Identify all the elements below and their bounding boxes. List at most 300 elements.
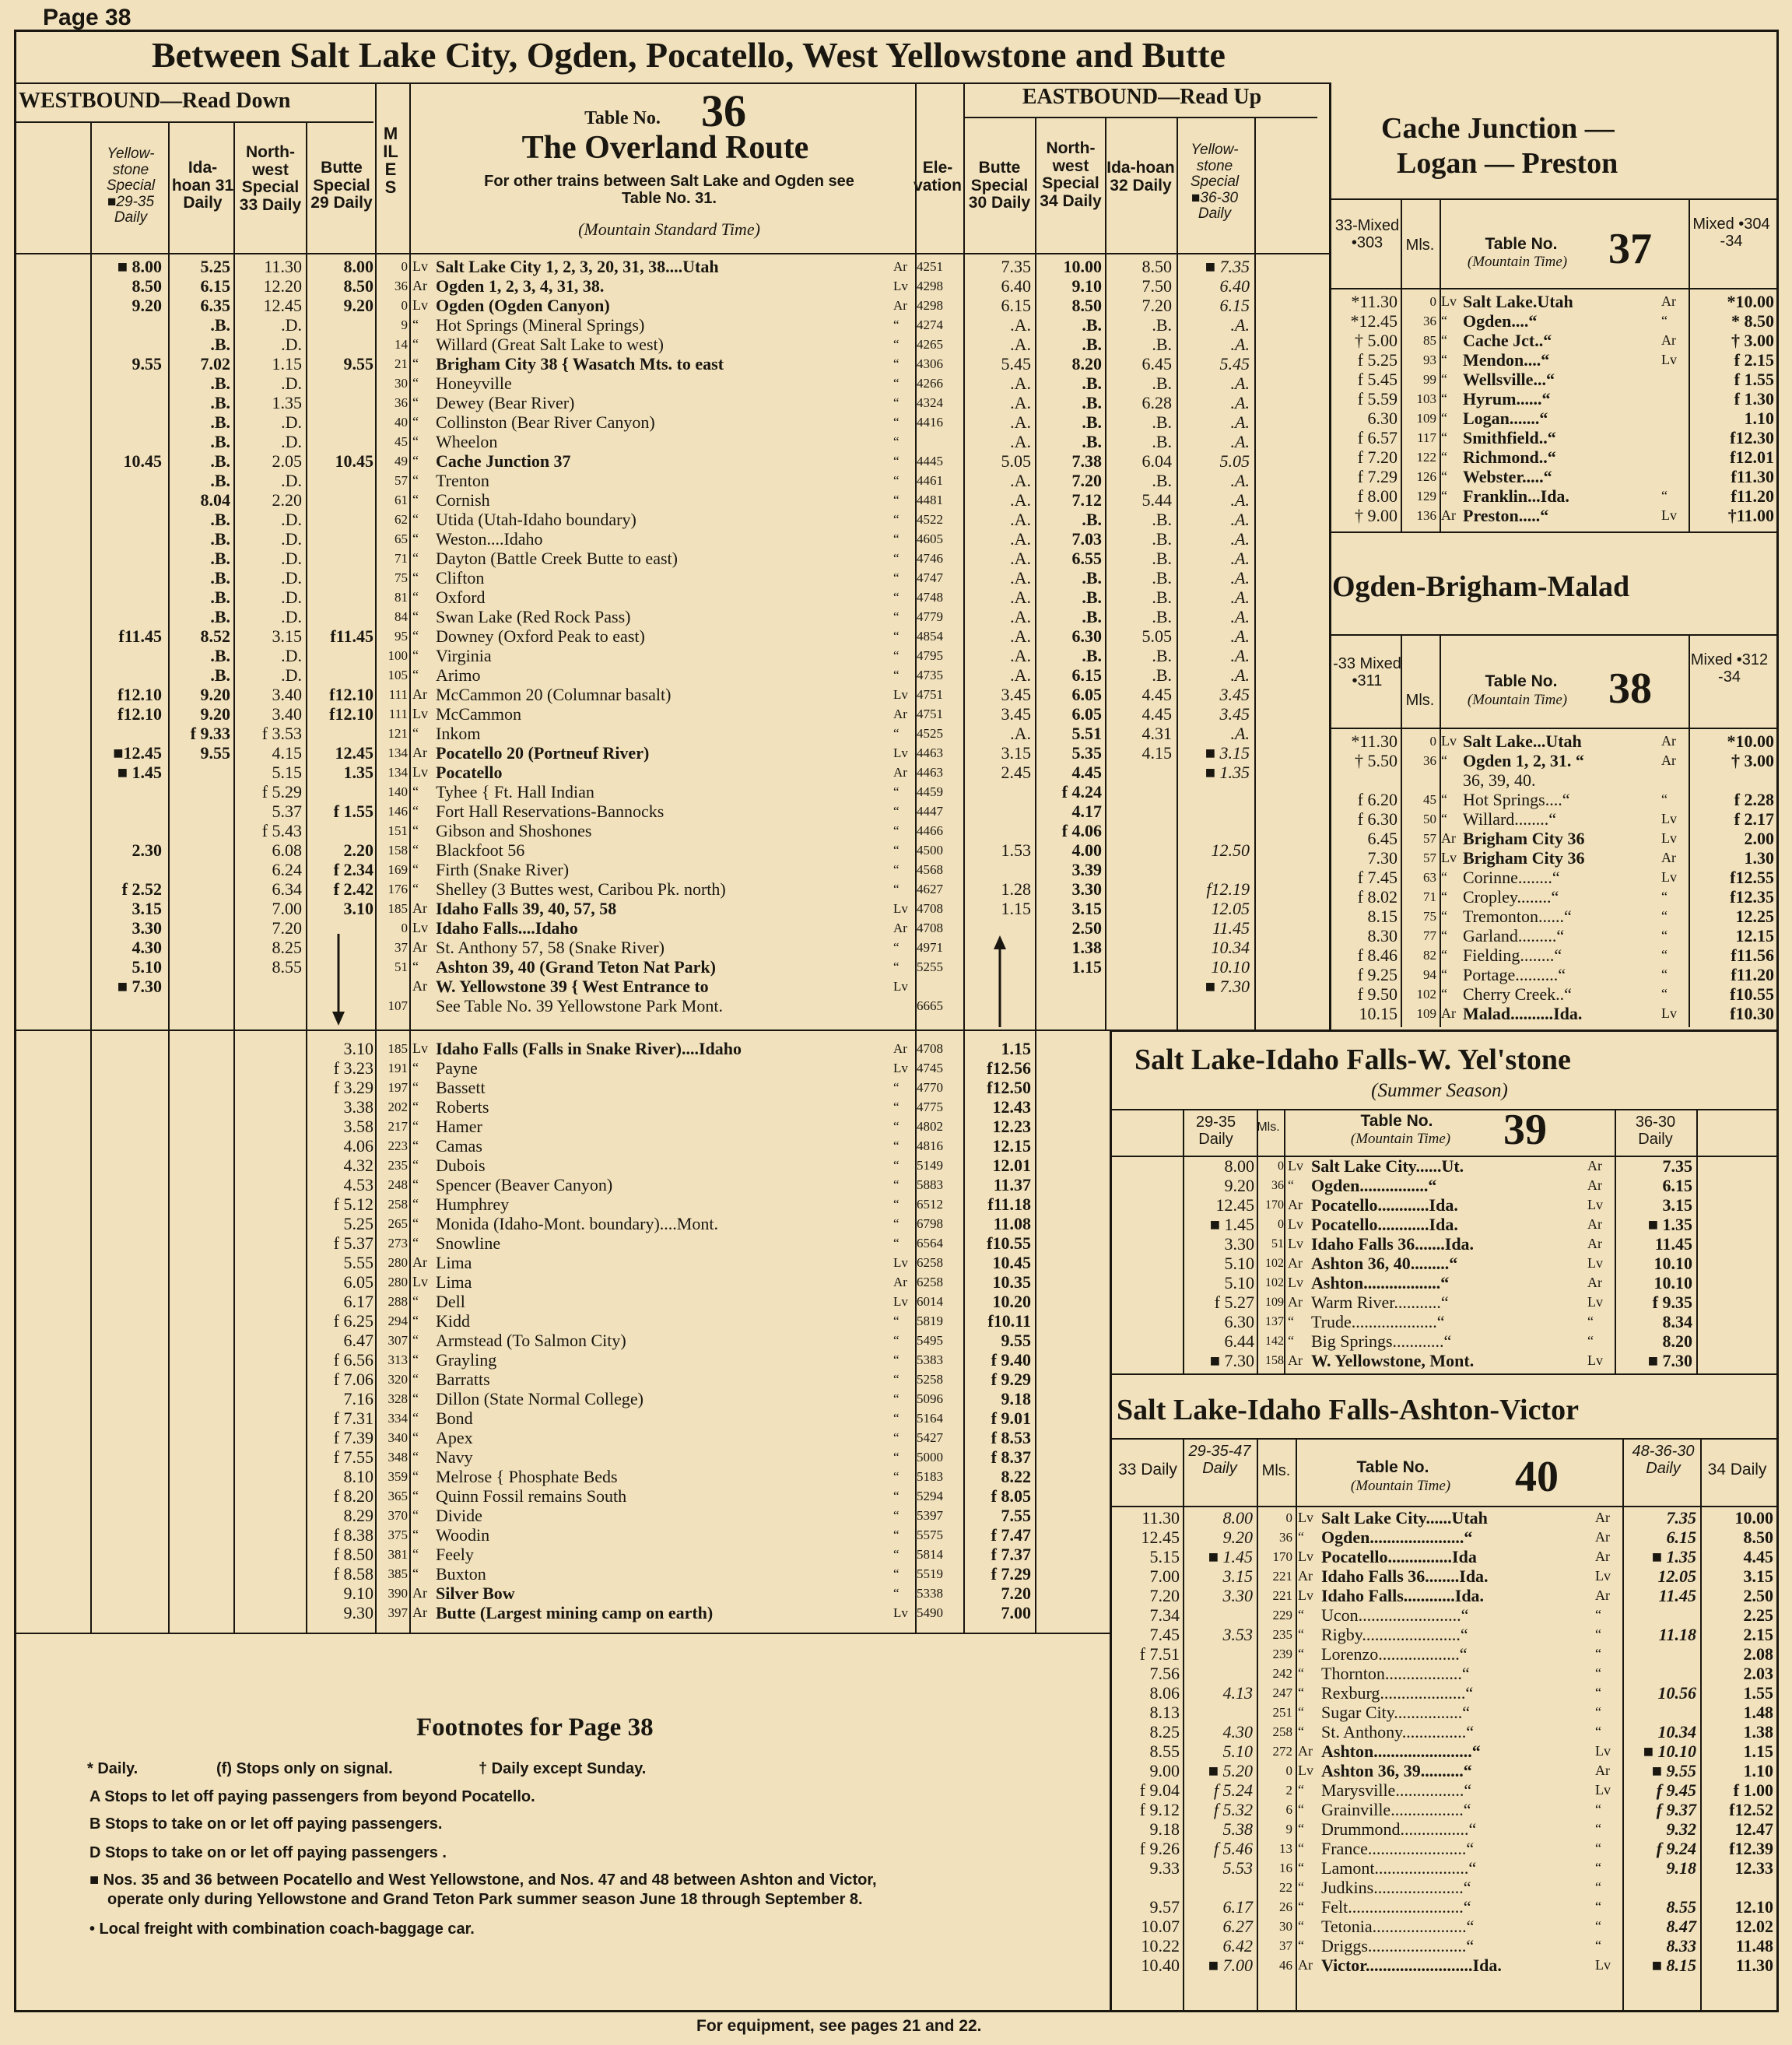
time-cell: .B. (1082, 335, 1102, 354)
elevation-cell: 4802 (917, 1119, 943, 1134)
lv-ar-cell: “ (1661, 966, 1668, 982)
time-cell: 3.10 (343, 1039, 373, 1058)
miles-cell: 85 (1423, 333, 1436, 348)
station-cell: Arimo (436, 665, 481, 685)
time-cell: 4.15 (1141, 743, 1172, 763)
time-cell: 6.27 (1222, 1917, 1253, 1936)
station-cell: Dayton (Battle Creek Butte to east) (436, 549, 678, 568)
lv-ar-cell: “ (1288, 1177, 1294, 1193)
time-cell: .B. (1152, 588, 1172, 607)
time-cell: ■ 7.30 (1647, 1351, 1692, 1370)
lv-ar-cell: “ (1441, 889, 1447, 904)
station-cell: Idaho Falls............Ida. (1321, 1586, 1485, 1605)
lv-ar-cell: “ (412, 667, 419, 682)
lv-ar-cell: “ (412, 1099, 419, 1114)
time-cell: .D. (281, 568, 302, 588)
time-cell: 1.55 (1743, 1683, 1773, 1703)
miles-cell: 65 (395, 531, 408, 546)
time-cell: f12.10 (117, 685, 162, 704)
elevation-cell: 5883 (917, 1177, 943, 1192)
lv-ar-cell: “ (1595, 1665, 1601, 1681)
time-cell: f12.10 (329, 704, 373, 724)
station-cell: Felt...........................“ (1321, 1897, 1471, 1917)
lv-ar-cell: Lv (412, 258, 428, 274)
time-cell: 3.15 (1071, 899, 1102, 918)
station-cell: Salt Lake.Utah (1463, 292, 1573, 311)
lv-ar-cell: “ (893, 1566, 900, 1581)
station-cell: Brigham City 38 { Wasatch Mts. to east (436, 354, 724, 374)
lv-ar-cell: Ar (1587, 1158, 1602, 1173)
lv-ar-cell: “ (893, 1372, 900, 1387)
time-cell: *12.45 (1350, 311, 1397, 331)
station-cell: McCammon (436, 704, 521, 724)
lv-ar-cell: “ (1441, 752, 1447, 768)
miles-cell: 121 (388, 726, 408, 741)
time-cell: 1.15 (1071, 957, 1102, 977)
station-cell: Logan.......“ (1463, 409, 1548, 428)
elevation-cell: 5294 (917, 1489, 943, 1503)
elevation-cell: 4525 (917, 726, 943, 741)
route-name: The Overland Route (521, 130, 809, 166)
time-cell: 3.15 (132, 899, 162, 918)
time-cell: 5.45 (1001, 354, 1031, 374)
elevation-cell: 5814 (917, 1547, 943, 1562)
time-cell: 8.13 (1149, 1703, 1180, 1722)
time-cell: .B. (1152, 374, 1172, 393)
miles-cell: 191 (388, 1061, 408, 1075)
lv-ar-cell: Ar (1587, 1177, 1602, 1193)
elevation-cell: 4775 (917, 1100, 943, 1114)
time-cell: .D. (281, 315, 302, 335)
time-cell: 3.40 (272, 704, 302, 724)
time-cell: 2.25 (1743, 1605, 1773, 1625)
time-cell: 7.55 (1001, 1506, 1031, 1525)
lv-ar-cell: “ (1595, 1860, 1601, 1875)
lv-ar-cell: Lv (1288, 1216, 1303, 1232)
time-cell: 7.35 (1001, 257, 1031, 276)
time-cell: 5.44 (1141, 490, 1172, 510)
time-cell: 3.45 (1219, 704, 1250, 724)
elevation-cell: 4779 (917, 609, 943, 624)
time-cell: 1.35 (272, 393, 302, 412)
time-cell: 1.38 (1071, 938, 1102, 957)
time-cell: 1.15 (1001, 899, 1031, 918)
miles-cell: 46 (1279, 1958, 1292, 1973)
miles-cell: 13 (1279, 1841, 1292, 1856)
lv-ar-cell: “ (1441, 986, 1447, 1001)
footnote-signal: (f) Stops only on signal. (216, 1760, 393, 1777)
miles-cell: 84 (395, 609, 408, 624)
elevation-cell: 4816 (917, 1138, 943, 1153)
lv-ar-cell: Lv (1661, 811, 1677, 826)
time-cell: 10.15 (1359, 1004, 1397, 1023)
time-cell: .B. (210, 529, 230, 549)
time-cell: 12.20 (263, 276, 302, 296)
t38-tz: (Mountain Time) (1467, 692, 1568, 708)
miles-cell: 6 (1285, 1802, 1292, 1817)
lv-ar-cell: “ (412, 511, 419, 527)
elevation-cell: 4306 (917, 356, 943, 371)
lv-ar-cell: Lv (1288, 1236, 1303, 1251)
time-cell: .A. (1010, 724, 1031, 743)
station-cell: Feely (436, 1545, 474, 1564)
time-cell: .A. (1230, 588, 1250, 607)
time-cell: 8.50 (343, 276, 373, 296)
elevation-cell: 4748 (917, 590, 943, 605)
time-cell: f 2.28 (1734, 790, 1774, 809)
miles-cell: 30 (1279, 1919, 1292, 1934)
time-cell: 9.32 (1666, 1819, 1696, 1839)
lv-ar-cell: “ (412, 1566, 419, 1581)
time-cell: .B. (1152, 315, 1172, 335)
time-cell: .B. (1152, 529, 1172, 549)
time-cell: 9.30 (343, 1603, 373, 1622)
miles-cell: 273 (388, 1236, 408, 1251)
time-cell: 4.45 (1141, 685, 1172, 704)
lv-ar-cell: Ar (1298, 1743, 1313, 1759)
time-cell: .D. (281, 374, 302, 393)
time-cell: 2.20 (272, 490, 302, 510)
time-cell: f 6.30 (1357, 809, 1397, 829)
miles-cell: 217 (388, 1119, 408, 1134)
lv-ar-cell: “ (412, 1293, 419, 1309)
time-cell: 5.51 (1071, 724, 1102, 743)
lv-ar-cell: “ (412, 842, 419, 858)
lv-ar-cell: Ar (1595, 1763, 1610, 1778)
station-cell: Mendon....“ (1463, 350, 1550, 370)
lv-ar-cell: “ (893, 1547, 900, 1562)
lv-ar-cell: Lv (893, 687, 908, 702)
elevation-cell: 6014 (917, 1294, 943, 1309)
miles-cell: 0 (1278, 1218, 1284, 1231)
time-cell: 3.39 (1071, 860, 1102, 879)
lv-ar-cell: “ (893, 434, 900, 449)
station-cell: Ogden 1, 2, 3, 4, 31, 38. (436, 276, 605, 296)
lv-ar-cell: Lv (1288, 1158, 1303, 1173)
time-cell: 1.15 (1001, 1039, 1031, 1058)
time-cell: 8.00 (1224, 1156, 1254, 1176)
t40-no: 40 (1515, 1453, 1559, 1501)
elevation-cell: 4265 (917, 337, 943, 352)
miles-cell: 102 (1265, 1257, 1284, 1270)
footnote-daily: * Daily. (87, 1760, 139, 1777)
t37-no: 37 (1608, 225, 1652, 273)
lv-ar-cell: Ar (1288, 1197, 1303, 1212)
lv-ar-cell: “ (893, 531, 900, 546)
lv-ar-cell: “ (1441, 352, 1447, 367)
time-cell: ■ 1.45 (1209, 1215, 1254, 1234)
time-cell: .B. (1082, 588, 1102, 607)
time-cell: .A. (1230, 646, 1250, 665)
elevation-cell: 4481 (917, 493, 943, 507)
elevation-cell: 4416 (917, 415, 943, 430)
time-cell: .A. (1230, 412, 1250, 432)
miles-cell: 61 (395, 493, 408, 507)
miles-cell: 100 (388, 648, 408, 663)
miles-cell: 176 (388, 882, 408, 896)
time-cell: 7.30 (1367, 848, 1397, 868)
time-cell: *10.00 (1727, 731, 1774, 751)
t39-col-left: 29-35 Daily (1195, 1114, 1236, 1148)
time-cell: .B. (210, 412, 230, 432)
station-cell: Armstead (To Salmon City) (436, 1331, 626, 1350)
lv-ar-cell: Ar (893, 707, 907, 721)
time-cell: f10.30 (1730, 1004, 1774, 1023)
time-cell: 1.10 (1744, 409, 1774, 428)
elevation-cell: 4447 (917, 804, 943, 819)
station-cell: Ogden....“ (1463, 311, 1538, 331)
t40-col-mls: Mls. (1261, 1462, 1291, 1479)
lv-ar-cell: Lv (1441, 850, 1457, 865)
time-cell: 3.58 (343, 1117, 373, 1136)
elevation-cell: 4298 (917, 279, 943, 293)
lv-ar-cell: “ (893, 415, 900, 430)
table-no: 36 (701, 86, 746, 136)
time-cell: .A. (1010, 568, 1031, 588)
miles-cell: 99 (1423, 372, 1436, 387)
lv-ar-cell: “ (1441, 869, 1447, 885)
lv-ar-cell: “ (412, 492, 419, 507)
elevation-cell: 4266 (917, 376, 943, 391)
lv-ar-cell: “ (893, 1333, 900, 1348)
miles-cell: 221 (1272, 1569, 1292, 1584)
lv-ar-cell: “ (1441, 371, 1447, 387)
lv-ar-cell: Lv (1298, 1587, 1313, 1603)
lv-ar-cell: “ (412, 1079, 419, 1095)
time-cell: 11.18 (1658, 1625, 1696, 1644)
lv-ar-cell: “ (1298, 1607, 1304, 1622)
miles-cell: 0 (401, 298, 408, 313)
lv-ar-cell: Lv (1441, 733, 1457, 749)
time-cell: .A. (1010, 471, 1031, 490)
lv-ar-cell: “ (1441, 791, 1447, 807)
time-cell: f11.45 (330, 626, 373, 646)
time-cell: .B. (210, 646, 230, 665)
time-cell: 3.30 (1224, 1234, 1254, 1254)
lv-ar-cell: Ar (412, 1585, 427, 1601)
miles-cell: 142 (1265, 1335, 1284, 1348)
elevation-cell: 4568 (917, 862, 943, 877)
lv-ar-cell: Ar (1595, 1587, 1610, 1603)
time-cell: .B. (1082, 315, 1102, 335)
time-cell: 6.17 (343, 1292, 373, 1311)
time-cell: 8.34 (1662, 1312, 1692, 1331)
time-cell: ■ 1.45 (1208, 1547, 1253, 1566)
lv-ar-cell: “ (1288, 1314, 1294, 1329)
station-cell: Bassett (436, 1078, 486, 1097)
lv-ar-cell: “ (412, 550, 419, 566)
time-cell: f 1.00 (1733, 1780, 1773, 1800)
lv-ar-cell: “ (412, 803, 419, 819)
t40-col-1: 33 Daily (1118, 1461, 1177, 1479)
time-cell: .A. (1230, 510, 1250, 529)
time-cell: f12.50 (987, 1078, 1031, 1097)
station-cell: Barratts (436, 1370, 490, 1389)
eastbound-label: EASTBOUND—Read Up (1022, 85, 1262, 109)
time-cell: .A. (1010, 374, 1031, 393)
time-cell: f 7.29 (991, 1564, 1031, 1584)
time-cell: .A. (1010, 432, 1031, 451)
time-cell: .A. (1230, 568, 1250, 588)
time-cell: 1.35 (343, 763, 373, 782)
elevation-cell: 4298 (917, 298, 943, 313)
elevation-cell: 5149 (917, 1158, 943, 1173)
time-cell: 11.45 (1658, 1586, 1696, 1605)
station-cell: Trenton (436, 471, 489, 490)
miles-cell: 36 (395, 395, 408, 410)
station-cell: Idaho Falls (Falls in Snake River)....Idaho (436, 1039, 742, 1058)
elevation-cell: 6512 (917, 1197, 943, 1212)
lv-ar-cell: “ (1595, 1821, 1601, 1836)
lv-ar-cell: “ (412, 1546, 419, 1562)
lv-ar-cell: “ (412, 628, 419, 644)
elevation-cell: 4463 (917, 765, 943, 780)
lv-ar-cell: “ (1298, 1665, 1304, 1681)
west-col-1-header: Yellow-stone Special ■29-35 Daily (106, 146, 156, 226)
station-cell: Navy (436, 1447, 473, 1467)
station-cell: Pocatello 20 (Portneuf River) (436, 743, 650, 763)
lv-ar-cell: “ (412, 395, 419, 410)
station-cell: Brigham City 36 (1463, 829, 1585, 848)
footnote-square-2: operate only during Yellowstone and Grand Teton Park summer season June 18 through September 8. (107, 1891, 863, 1908)
lv-ar-cell: “ (412, 1060, 419, 1075)
time-cell: 7.34 (1149, 1605, 1180, 1625)
time-cell: .D. (281, 588, 302, 607)
lv-ar-cell: Lv (893, 1294, 908, 1309)
time-cell: 5.37 (272, 802, 302, 821)
lv-ar-cell: “ (893, 784, 900, 799)
time-cell: ■ 8.15 (1651, 1956, 1696, 1975)
time-cell: 5.10 (1224, 1273, 1254, 1293)
elevation-cell: 4522 (917, 512, 943, 527)
time-cell: 7.00 (272, 899, 302, 918)
t39-tz: (Mountain Time) (1350, 1131, 1451, 1147)
time-cell: 1.15 (1743, 1742, 1773, 1761)
lv-ar-cell: “ (1441, 430, 1447, 445)
time-cell: 9.20 (200, 685, 230, 704)
time-cell: f 9.40 (991, 1350, 1031, 1370)
miles-cell: 170 (1272, 1549, 1292, 1564)
miles-cell: 77 (1423, 928, 1436, 943)
miles-cell: 134 (388, 765, 408, 780)
miles-cell: 57 (395, 473, 408, 488)
lv-ar-cell: Ar (1441, 507, 1456, 523)
t38-col-right: Mixed •312 -34 (1690, 651, 1769, 686)
time-cell: f 9.04 (1139, 1780, 1180, 1800)
time-cell: .D. (281, 335, 302, 354)
lv-ar-cell: Lv (1298, 1549, 1313, 1564)
station-cell: Apex (436, 1428, 473, 1447)
lv-ar-cell: “ (1298, 1704, 1304, 1720)
lv-ar-cell: Lv (893, 1255, 908, 1270)
time-cell: ■ 10.10 (1643, 1742, 1696, 1761)
time-cell: 8.25 (272, 938, 302, 957)
time-cell: 8.22 (1001, 1467, 1031, 1486)
time-cell: 10.45 (992, 1253, 1031, 1272)
lv-ar-cell: “ (412, 1177, 419, 1192)
elevation-cell: 5183 (917, 1469, 943, 1484)
time-cell: f 9.01 (991, 1408, 1031, 1428)
time-cell: f 8.02 (1357, 887, 1397, 907)
time-cell: ■ 1.35 (1647, 1215, 1692, 1234)
time-cell: f 8.58 (333, 1564, 373, 1584)
lv-ar-cell: “ (893, 1411, 900, 1426)
time-cell: 12.43 (992, 1097, 1031, 1117)
time-cell: 7.00 (1149, 1566, 1180, 1586)
lv-ar-cell: “ (1298, 1646, 1304, 1661)
time-cell: f 9.25 (1357, 965, 1397, 984)
time-cell: 11.08 (993, 1214, 1031, 1233)
time-cell: 9.55 (1001, 1331, 1031, 1350)
station-cell: Pocatello............Ida. (1311, 1215, 1458, 1234)
t38-title: Ogden-Brigham-Malad (1332, 570, 1630, 603)
miles-cell: 258 (388, 1197, 408, 1212)
time-cell: f 7.29 (1357, 467, 1397, 486)
station-cell: Grayling (436, 1350, 497, 1370)
lv-ar-cell: “ (1441, 449, 1447, 465)
time-cell: f11.30 (1731, 467, 1774, 486)
time-cell: 3.30 (1222, 1586, 1253, 1605)
time-cell: 7.03 (1071, 529, 1102, 549)
time-cell: f12.56 (987, 1058, 1031, 1078)
time-cell: 1.15 (272, 354, 302, 374)
lv-ar-cell: “ (412, 1196, 419, 1212)
time-cell: ■ 7.00 (1208, 1956, 1253, 1975)
lv-ar-cell: Lv (893, 1605, 908, 1620)
time-cell: 9.20 (132, 296, 162, 315)
lv-ar-cell: Ar (1661, 332, 1676, 348)
lv-ar-cell: Lv (412, 1274, 428, 1289)
time-cell: 8.25 (1149, 1722, 1180, 1742)
elevation-cell: 5096 (917, 1391, 943, 1406)
station-cell: Hyrum......“ (1463, 389, 1551, 409)
miles-cell: 134 (388, 745, 408, 760)
time-cell: 4.13 (1222, 1683, 1253, 1703)
time-cell: 5.15 (1149, 1547, 1180, 1566)
time-cell: .B. (210, 549, 230, 568)
miles-cell: 0 (1285, 1763, 1292, 1778)
elevation-cell: 4500 (917, 843, 943, 858)
station-cell: Shelley (3 Buttes west, Caribou Pk. north) (436, 879, 726, 899)
lv-ar-cell: “ (893, 843, 900, 858)
time-cell: 1.30 (1744, 848, 1774, 868)
lv-ar-cell: “ (1441, 928, 1447, 943)
time-cell: 4.31 (1141, 724, 1172, 743)
time-cell: 9.20 (1222, 1528, 1253, 1547)
time-cell: f 8.50 (333, 1545, 373, 1564)
lv-ar-cell: “ (893, 551, 900, 566)
time-cell: f12.19 (1206, 879, 1250, 899)
miles-cell: 294 (388, 1314, 408, 1328)
lv-ar-cell: “ (1441, 410, 1447, 426)
time-cell: 3.15 (1001, 743, 1031, 763)
lv-ar-cell: “ (893, 726, 900, 741)
miles-cell: 235 (1272, 1627, 1292, 1642)
time-cell: f 7.39 (333, 1428, 373, 1447)
miles-cell: 122 (1416, 450, 1436, 465)
lv-ar-cell: “ (893, 376, 900, 391)
lv-ar-cell: “ (412, 1410, 419, 1426)
time-cell: f 5.46 (1213, 1839, 1253, 1858)
elevation-cell: 4735 (917, 668, 943, 682)
time-cell: 6.05 (343, 1272, 373, 1292)
elevation-cell: 5519 (917, 1566, 943, 1581)
time-cell: 10.34 (1211, 938, 1250, 957)
t40-col-4: 34 Daily (1707, 1461, 1767, 1479)
station-cell: Pocatello............Ida. (1311, 1195, 1458, 1215)
time-cell: 5.53 (1222, 1858, 1253, 1878)
t39-season: (Summer Season) (1371, 1080, 1508, 1101)
